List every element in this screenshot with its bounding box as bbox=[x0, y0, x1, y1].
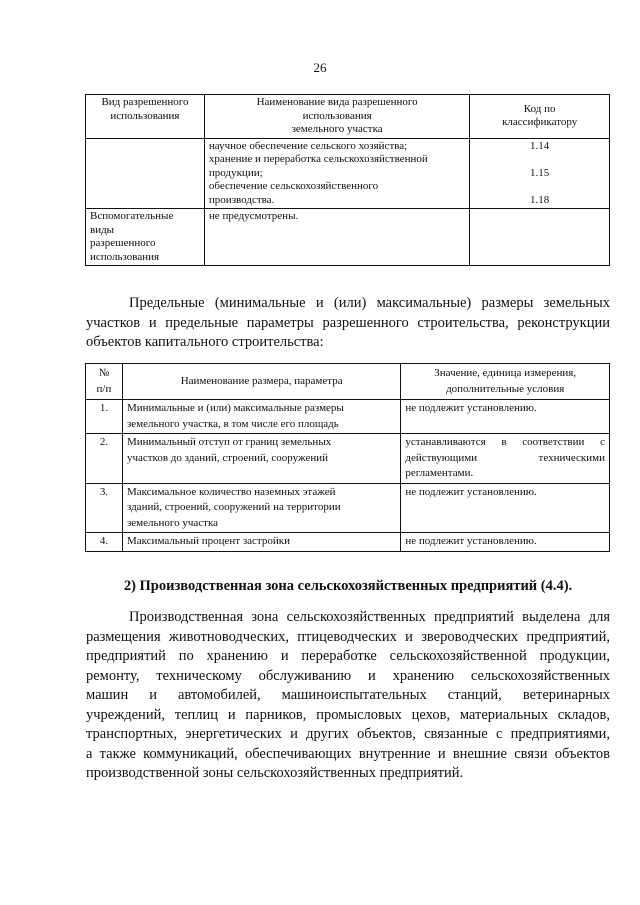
classifier-code-cell bbox=[470, 209, 610, 266]
header-value: Значение, единица измерения, дополнительные условия bbox=[401, 364, 610, 400]
use-type-cell: Вспомогательные виды разрешенного использования bbox=[86, 209, 205, 266]
parameter-cell: Максимальное количество наземных этажей зданий, строений, сооружений на территории земельного участка bbox=[122, 483, 400, 533]
land-use-table bbox=[85, 94, 610, 266]
parameters-intro-paragraph: Предельные (минимальные и (или) максимальные) размеры земельных участков и предельные параметры разрешенного строительства, реконструкции объектов капитального строительства: bbox=[86, 295, 610, 350]
value-cell: устанавливаются в соответствии с действующими техническими регламентами. bbox=[401, 434, 610, 484]
header-use-type: Вид разрешенного использования bbox=[86, 95, 205, 139]
header-parameter: Наименование размера, параметра bbox=[122, 364, 400, 400]
header-use-name: Наименование вида разрешенного использования земельного участка bbox=[204, 95, 469, 139]
use-type-cell bbox=[86, 138, 205, 209]
parameter-cell: Минимальные и (или) максимальные размеры земельного участка, в том числе его площадь bbox=[122, 400, 400, 434]
table-header-row bbox=[86, 95, 610, 139]
classifier-code-cell: 1.14 1.15 1.18 bbox=[470, 138, 610, 209]
table-row bbox=[86, 209, 610, 266]
row-number: 3. bbox=[86, 483, 123, 533]
section-heading: 2) Производственная зона сельскохозяйственных предприятий (4.4). bbox=[123, 578, 573, 594]
row-number: 4. bbox=[86, 533, 123, 552]
table-row bbox=[86, 400, 610, 434]
header-classifier-code: Код по классификатору bbox=[470, 95, 610, 139]
value-cell: не подлежит установлению. bbox=[401, 533, 610, 552]
table-row bbox=[86, 483, 610, 533]
parameter-cell: Максимальный процент застройки bbox=[122, 533, 400, 552]
use-name-cell: научное обеспечение сельского хозяйства; хранение и переработка сельскохозяйственной продукции; обеспечение сельскохозяйственного производства. bbox=[204, 138, 469, 209]
table-row bbox=[86, 533, 610, 552]
table-row bbox=[86, 138, 610, 209]
parameters-table bbox=[85, 363, 610, 552]
page-number: 26 bbox=[313, 60, 327, 75]
value-cell: не подлежит установлению. bbox=[401, 400, 610, 434]
table-header-row bbox=[86, 364, 610, 400]
header-number: № п/п bbox=[86, 364, 123, 400]
row-number: 2. bbox=[86, 434, 123, 484]
table-row bbox=[86, 434, 610, 484]
value-cell: не подлежит установлению. bbox=[401, 483, 610, 533]
use-name-cell: не предусмотрены. bbox=[204, 209, 469, 266]
row-number: 1. bbox=[86, 400, 123, 434]
parameter-cell: Минимальный отступ от границ земельных участков до зданий, строений, сооружений bbox=[122, 434, 400, 484]
section-paragraph: Производственная зона сельскохозяйственных предприятий выделена для размещения животноводческих, птицеводческих и звероводческих предприятий, предприятий по хранению и переработке сельскохозяйственной продукции, ремонту, техническому обслуживанию и хранению сельскохозяйственных машин и автомобилей, машиноиспытательных станций, ветеринарных учреждений, теплиц и парников, промысловых цехов, материальных складов, транспортных, энергетических и других объектов, связанные с предприятиями, а также коммуникаций, обеспечивающих внутренние и внешние связи объектов производственной зоны сельскохозяйственных предприятий. bbox=[86, 609, 610, 781]
